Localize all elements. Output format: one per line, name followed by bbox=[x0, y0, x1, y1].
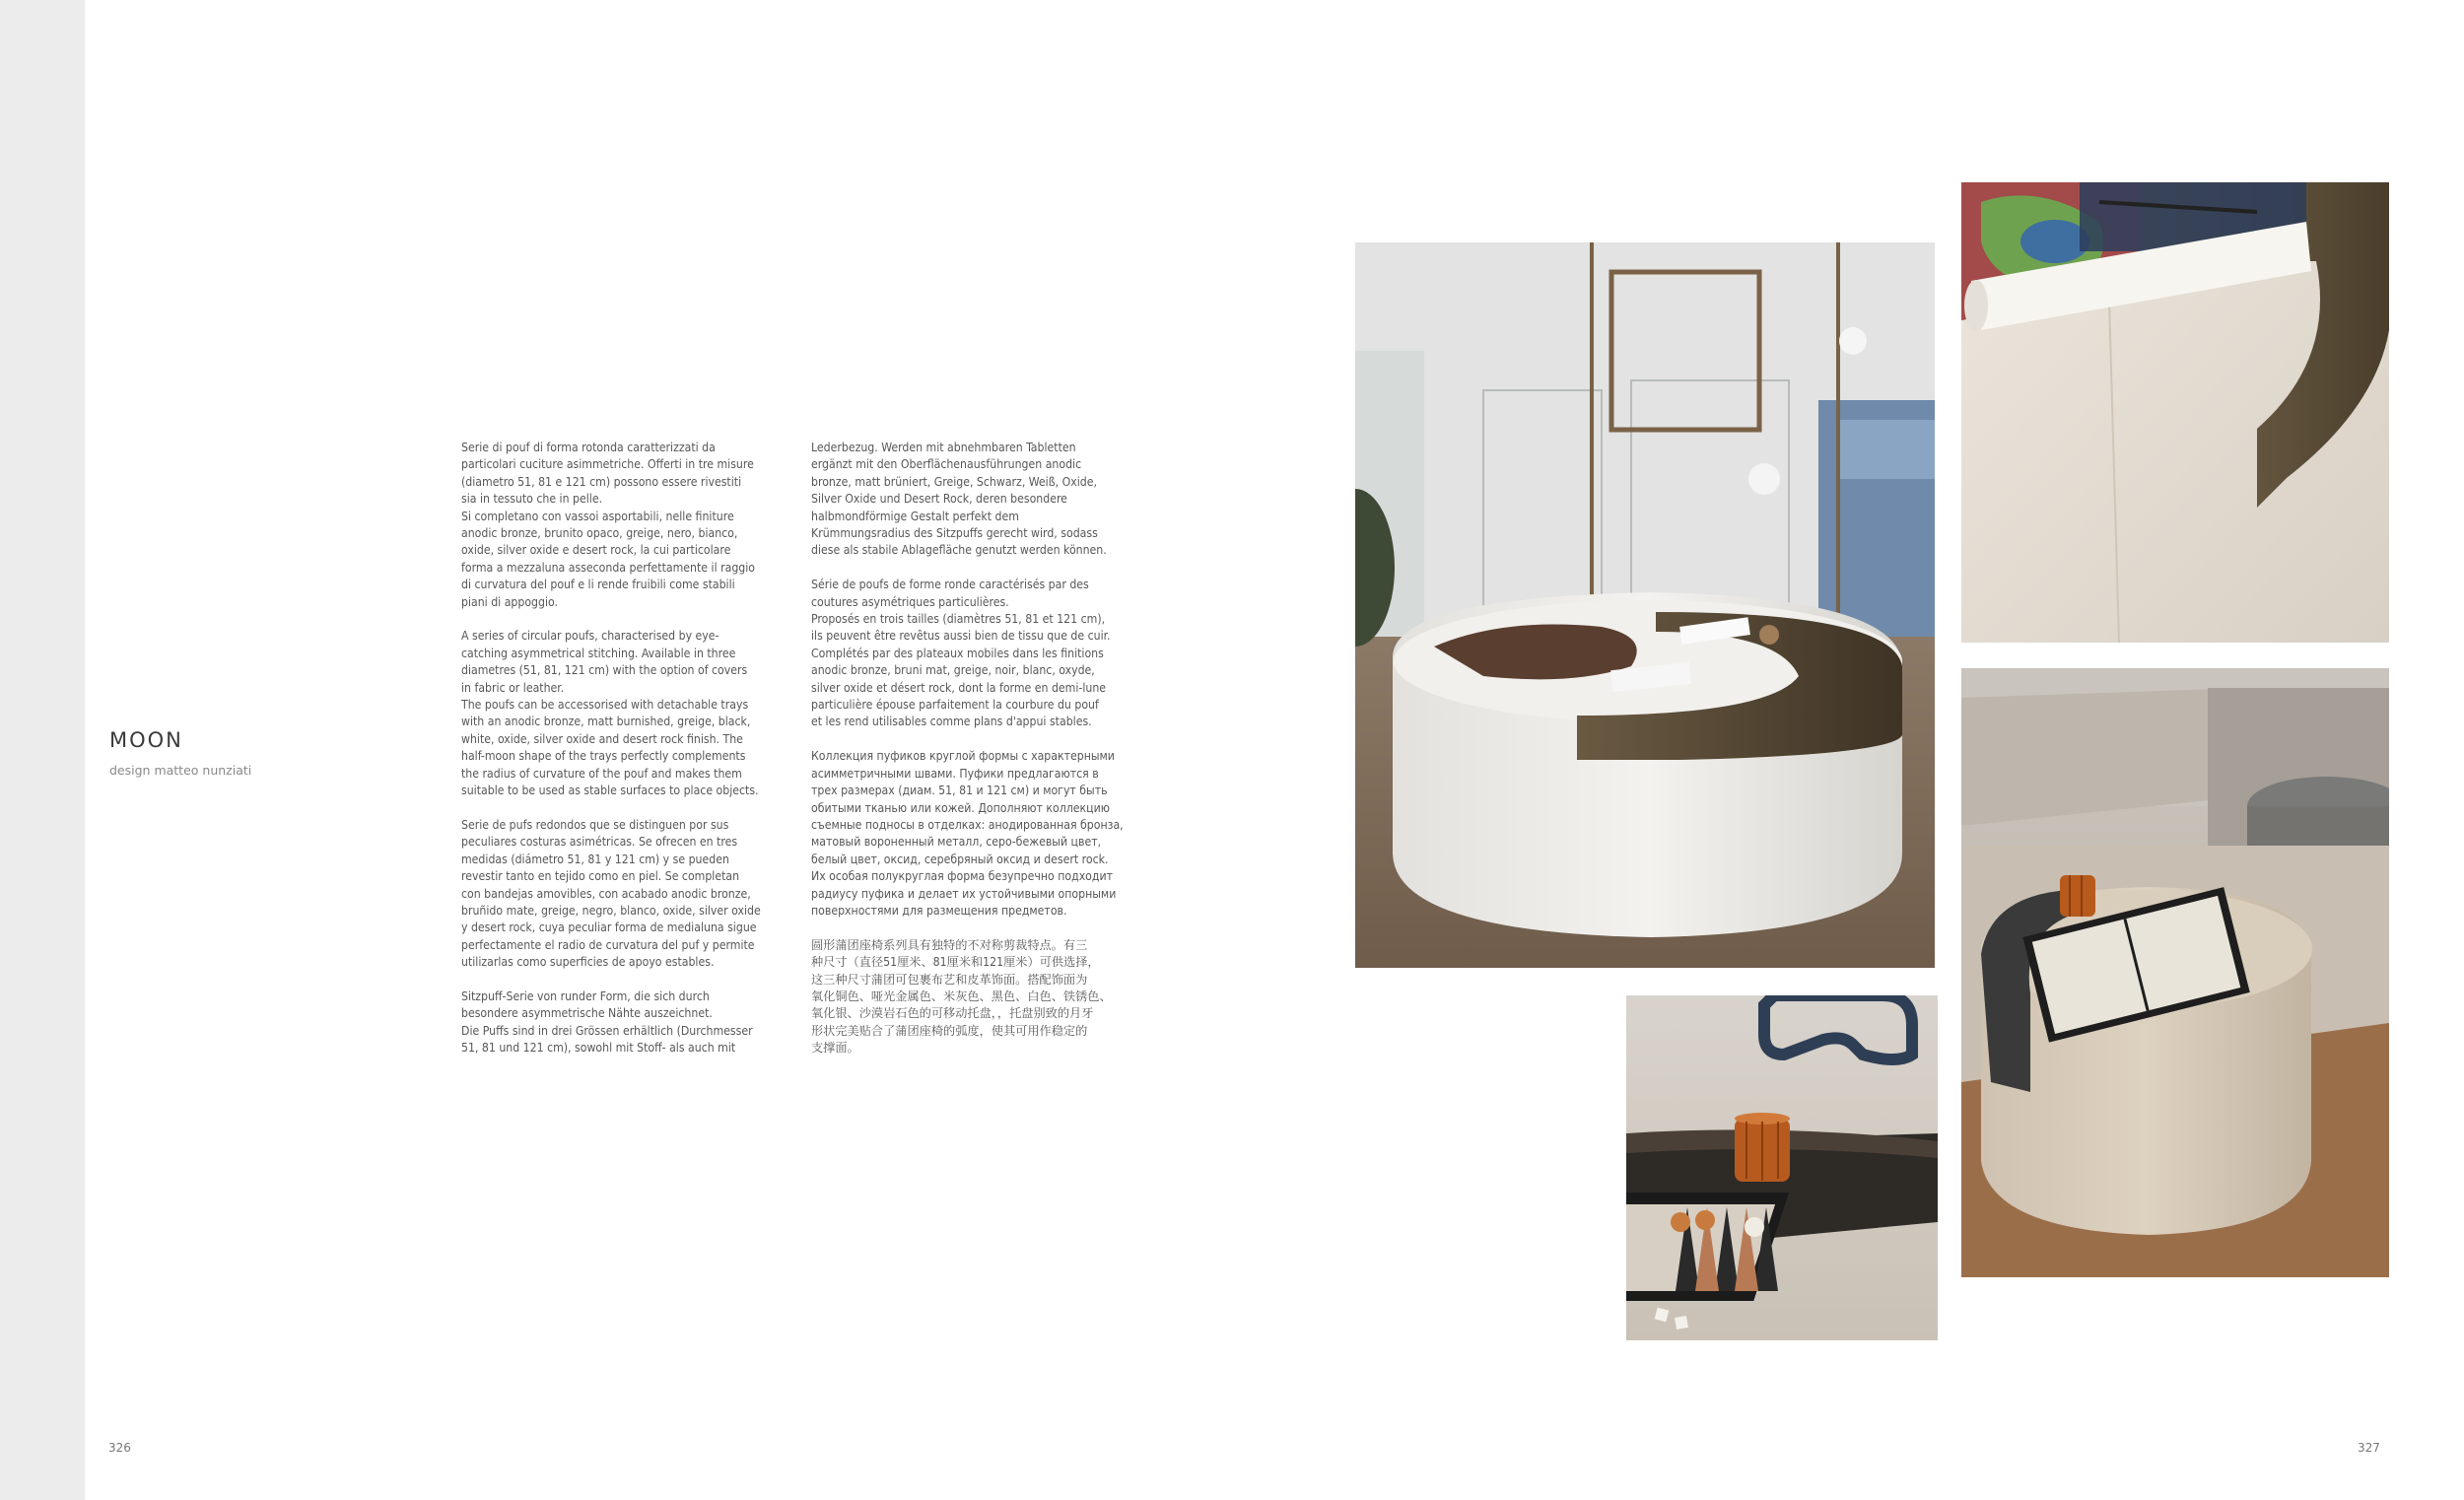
backgammon-pouf-photo bbox=[1961, 668, 2389, 1277]
page-number-right: 327 bbox=[2358, 1441, 2380, 1455]
main-pouf-photo bbox=[1355, 242, 1935, 968]
description-english: A series of circular poufs, characterised by eye- catching asymmetrical stitching. Available in three diametres (51, 81, 121 cm) with the option of covers in fabric or leather. The poufs can be accessorised with detachable trays with an anodic bronze, matt burnished, greige, black, white, oxide, silver oxide and desert rock finish. The half-moon shape of the trays perfectly complements the radius of curvature of the pouf and makes them suitable to be used as stable surfaces to place objects. bbox=[461, 629, 759, 798]
tray-closeup-photo bbox=[1961, 182, 2389, 643]
description-french: Série de poufs de forme ronde caractérisés par des coutures asymétriques particulières. Proposés en trois tailles (diamètres 51, 81 et 121 cm), ils peuvent être revêtus aussi bien de tissu que de cuir. Complétés par des plateaux mobiles dans les finitions anodic bronze, bruni mat, greige, noir, blanc, oxyde, silver oxide et désert rock, dont la forme en demi-lune particulière épouse parfaitement la courbure du pouf et les rend utilisables comme plans d'appui stables. bbox=[811, 578, 1111, 729]
left-margin-strip bbox=[0, 0, 85, 1500]
designer-credit: design matteo nunziati bbox=[109, 763, 252, 778]
backgammon-tray-detail-photo bbox=[1626, 995, 1938, 1340]
description-italian: Serie di pouf di forma rotonda caratterizzati da particolari cuciture asimmetriche. Offerti in tre misure (diametro 51, 81 e 121 cm) possono essere rivestiti sia in tessuto che in pelle. Si completano con vassoi asportabili, nelle finiture anodic bronze, brunito opaco, greige, nero, bianco, oxide, silver oxide e desert rock, la cui particolare forma a mezzaluna asseconda perfettamente il raggio di curvatura del pouf e li rende fruibili come stabili piani di appoggio. bbox=[461, 441, 755, 609]
description-german-end: Lederbezug. Werden mit abnehmbaren Tabletten ergänzt mit den Oberflächenausführungen anodic bronze, matt brüniert, Greige, Schwarz, Weiß, Oxide, Silver Oxide und Desert Rock, deren besondere halbmondförmige Gestalt perfekt dem Krümmungsradius des Sitzpuffs gerecht wird, sodass diese als stabile Ablagefläche genutzt werden können. bbox=[811, 441, 1107, 558]
product-title: MOON bbox=[109, 728, 183, 752]
description-chinese: 圆形蒲团座椅系列具有独特的不对称剪裁特点。有三 种尺寸（直径51厘米、81厘米和121厘米）可供选择， 这三种尺寸蒲团可包裹布艺和皮革饰面。搭配饰面为 氧化铜色、哑光金属色、米灰色、黑色、白色、铁锈色、 氧化银、沙漠岩石色的可移动托盘，，托盘别致的月牙 形状完美贴合了蒲团座椅的弧度，使其可用作稳定的 支撑面。 bbox=[811, 937, 1112, 1056]
text-column-1 bbox=[461, 440, 791, 1074]
text-column-2 bbox=[811, 440, 1141, 1074]
description-german-start: Sitzpuff-Serie von runder Form, die sich durch besondere asymmetrische Nähte auszeichnet. Die Puffs sind in drei Grössen erhältlich (Durchmesser 51, 81 und 121 cm), sowohl mit Stoff- als auch mit bbox=[461, 989, 753, 1056]
description-russian: Коллекция пуфиков круглой формы с характерными асимметричными швами. Пуфики предлагаются в трех размерах (диам. 51, 81 и 121 см) и могут быть обитыми тканью или кожей. Дополняют коллекцию съемные подносы в отделках: анодированная бронза, матовый вороненный металл, серо-бежевый цвет, белый цвет, оксид, серебряный оксид и desert rock. Их особая полукруглая форма безупречно подходит радиусу пуфика и делает их устойчивыми опорными поверхностями для размещения предметов. bbox=[811, 749, 1124, 918]
page-number-left: 326 bbox=[108, 1441, 131, 1455]
description-spanish: Serie de pufs redondos que se distinguen por sus peculiares costuras asimétricas. Se ofrecen en tres medidas (diámetro 51, 81 y 121 cm) y se pueden revestir tanto en tejido como en piel. Se completan con bandejas amovibles, con acabado anodic bronze, bruñido mate, greige, negro, blanco, oxide, silver oxide y desert rock, cuya peculiar forma de medialuna sigue perfectamente el radio de curvatura del puf y permite utilizarlas como superficies de apoyo estables. bbox=[461, 817, 761, 970]
